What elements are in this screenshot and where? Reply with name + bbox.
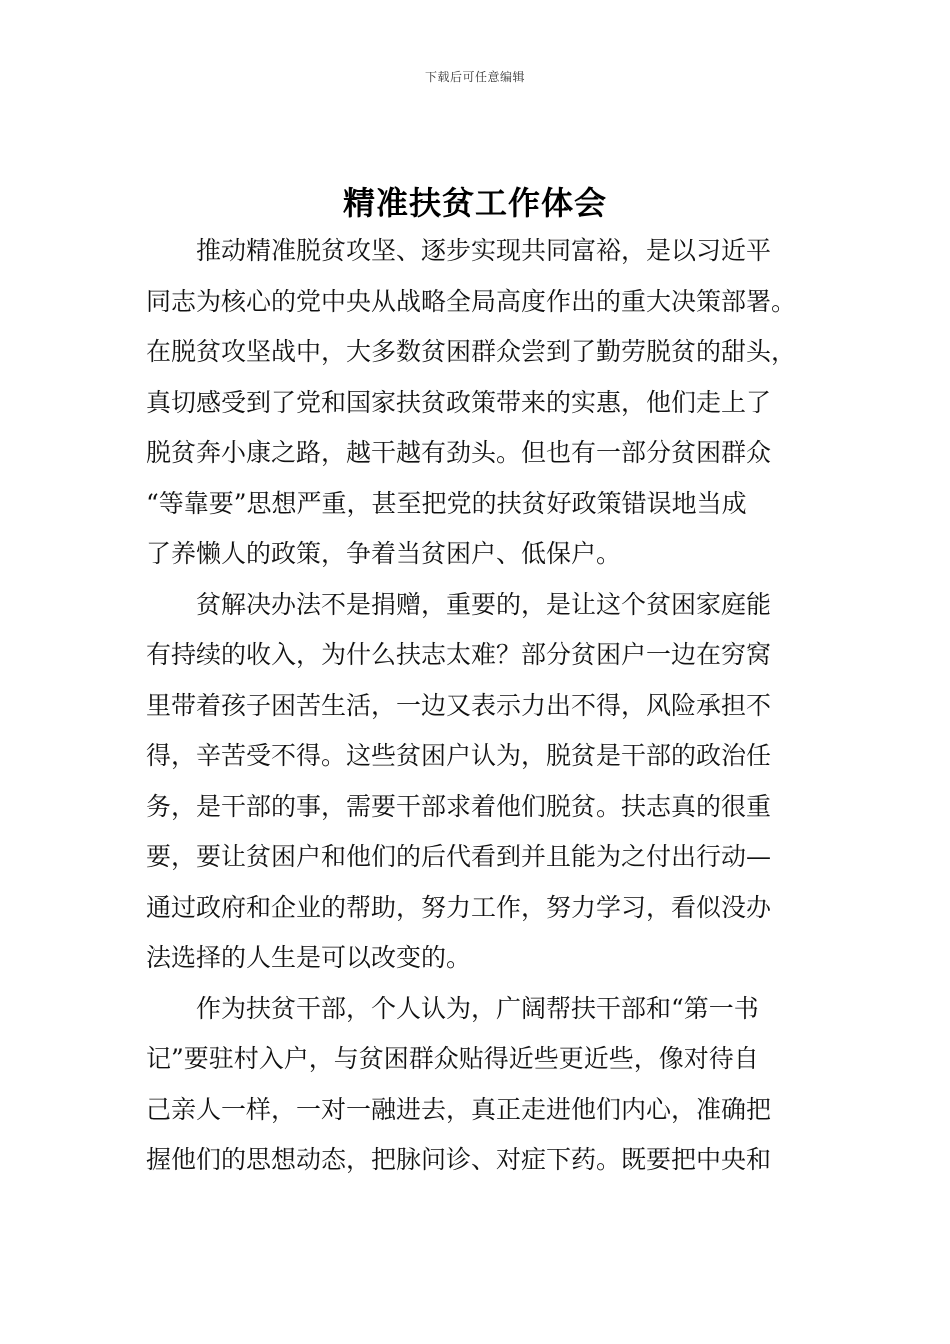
paragraph-line: 务，是干部的事，需要干部求着他们脱贫。扶志真的很重 [146, 791, 772, 821]
paragraph-line: 要，要让贫困户和他们的后代看到并且能为之付出行动— [146, 842, 772, 871]
paragraph-line: “等靠要”思想严重，甚至把党的扶贫好政策错误地当成 [146, 488, 747, 518]
paragraph-line: 里带着孩子困苦生活，一边又表示力出不得，风险承担不 [146, 690, 772, 720]
paragraph-line: 得，辛苦受不得。这些贫困户认为，脱贫是干部的政治任 [146, 741, 772, 770]
paragraph-line: 同志为核心的党中央从战略全局高度作出的重大决策部署。 [146, 286, 797, 316]
paragraph-line: 推动精准脱贫攻坚、逐步实现共同富裕，是以习近平 [196, 236, 772, 265]
paragraph-line: 己亲人一样，一对一融进去，真正走进他们内心，准确把 [146, 1094, 772, 1124]
paragraph-3 [146, 984, 796, 1186]
paragraph-line: 脱贫奔小康之路，越干越有劲头。但也有一部分贫困群众 [146, 438, 772, 467]
paragraph-line: 记”要驻村入户，与贫困群众贴得近些更近些，像对待自 [146, 1044, 759, 1073]
paragraph-line: 法选择的人生是可以改变的。 [146, 943, 472, 972]
document-title: 精准扶贫工作体会 [342, 184, 607, 222]
paragraph-line: 作为扶贫干部，个人认为，广阔帮扶干部和“第一书 [196, 993, 759, 1023]
paragraph-line: 了养懒人的政策，争着当贫困户、低保户。 [146, 539, 622, 568]
paragraph-line: 在脱贫攻坚战中，大多数贫困群众尝到了勤劳脱贫的甜头， [146, 337, 797, 366]
paragraph-line: 有持续的收入，为什么扶志太难？部分贫困户一边在穷窝 [146, 640, 772, 669]
paragraph-line: 贫解决办法不是捐赠，重要的，是让这个贫困家庭能 [196, 589, 772, 619]
paragraph-1 [146, 226, 796, 580]
paragraph-2 [146, 580, 796, 984]
document-body [146, 226, 796, 1186]
paragraph-line: 握他们的思想动态，把脉问诊、对症下药。既要把中央和 [146, 1145, 772, 1174]
paragraph-line: 通过政府和企业的帮助，努力工作，努力学习，看似没办 [146, 892, 772, 922]
header-note: 下载后可任意编辑 [424, 70, 525, 84]
paragraph-line: 真切感受到了党和国家扶贫政策带来的实惠，他们走上了 [146, 387, 772, 417]
